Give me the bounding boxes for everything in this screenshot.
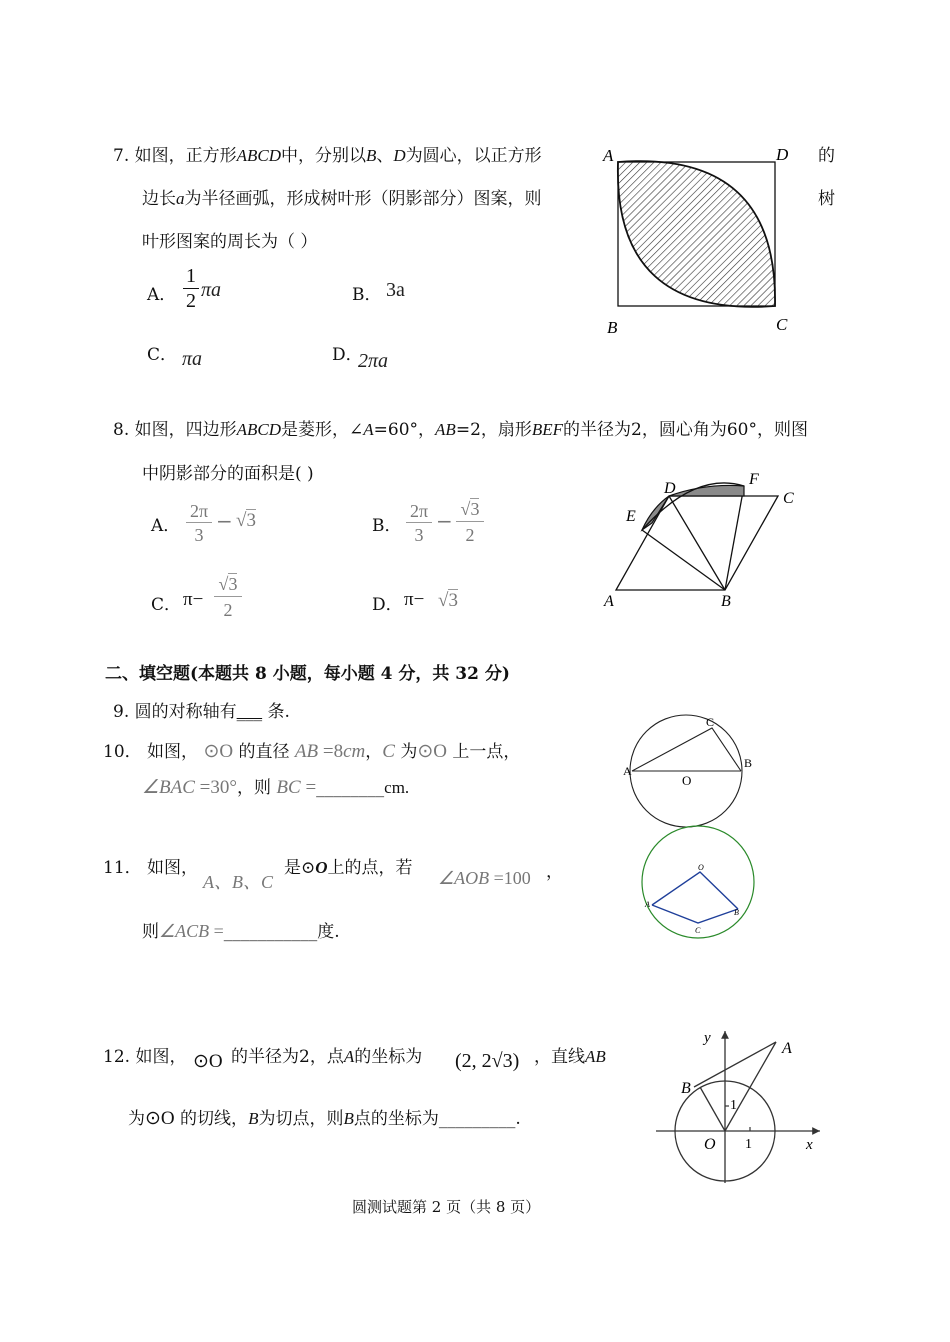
q8-text: 是菱形，∠ <box>281 420 364 440</box>
q12-label-y: y <box>704 1030 711 1046</box>
q12-ab: AB <box>585 1047 606 1066</box>
q10-line1 <box>103 737 520 763</box>
q8-label-d: D <box>664 480 676 497</box>
q8-option-a-minus: − <box>216 509 233 533</box>
q12-text: 为切点，则 <box>258 1109 344 1129</box>
q8-label-a: A <box>604 593 614 610</box>
q8-option-b-minus: − <box>436 509 453 533</box>
q10-unit: cm. <box>384 778 410 797</box>
q7-option-a-expr: πa <box>201 279 222 301</box>
q11-text: 上的点，若 <box>327 858 413 878</box>
q8-label-c: C <box>783 490 794 507</box>
q12-text: 的半径为2，点 <box>231 1047 344 1067</box>
q12-circle-o: ⊙O <box>193 1051 223 1072</box>
q8-option-b-numerator: 2π <box>406 500 432 523</box>
q11-text: 如图， <box>147 858 199 878</box>
q8-diagonal-bd <box>669 496 725 590</box>
q12-radius-ob <box>700 1087 725 1131</box>
q10-figure <box>618 713 758 828</box>
q11-o: O <box>315 858 328 877</box>
q11-label-a: A <box>645 900 650 909</box>
q8-option-a-root <box>236 510 256 532</box>
q7-option-a-denominator: 2 <box>186 290 196 312</box>
q8-figure <box>600 466 810 614</box>
q11-line1b <box>284 853 413 878</box>
q10-c: C <box>382 741 395 762</box>
q10-blank: ________ <box>316 778 385 798</box>
q12-a: A <box>343 1047 355 1066</box>
q10-angle: ∠BAC <box>142 777 195 798</box>
sqrt-icon: √ <box>236 510 247 531</box>
q10-cm: cm <box>343 741 366 762</box>
q7-line3: 叶形图案的周长为（ ） <box>142 232 318 252</box>
q8-text: 的半径为2，圆心角为60°，则图 <box>563 420 808 440</box>
q8-option-c-pi: π− <box>183 589 204 610</box>
q11-label-o: O <box>698 863 704 872</box>
q8-option-b-radicand: 3 <box>470 499 480 519</box>
q10-triangle <box>632 728 741 771</box>
q10-text: ，则 <box>237 778 277 798</box>
q10-text: 如图， <box>147 742 199 762</box>
q8-option-b-root-numerator <box>456 497 484 522</box>
q9-text: 条. <box>262 702 290 722</box>
q12-coord: (2, 2√3) <box>455 1050 520 1072</box>
q10-circle-o: ⊙O <box>203 741 234 762</box>
q10-circle-o: ⊙O <box>417 741 448 762</box>
q10-label-c: C <box>706 715 715 729</box>
q10-line2 <box>142 773 409 799</box>
q8-label-b: B <box>721 593 731 610</box>
q7-label-c: C <box>776 315 788 334</box>
q10-text: ， <box>365 742 383 762</box>
q8-label-f: F <box>749 471 759 488</box>
q10-text: 为 <box>394 742 418 762</box>
q8-option-c-label: C． <box>151 595 182 615</box>
q7-text: 如图，正方形 <box>134 146 237 166</box>
q12-text: 如图， <box>135 1047 187 1067</box>
q7-option-b-expr: 3a <box>386 279 405 301</box>
q10-eq: =30° <box>194 777 237 798</box>
q11-points: A、B、C <box>203 872 273 892</box>
q11-condition <box>438 868 531 889</box>
q8-option-d-root <box>438 590 458 612</box>
q8-option-c-root-fraction <box>214 572 242 623</box>
q8-abcd: ABCD <box>236 420 282 439</box>
q7-label-d: D <box>776 145 789 164</box>
q11-eq: = <box>209 921 224 941</box>
q8-option-d-pi: π− <box>404 589 425 610</box>
q12-label-o: O <box>704 1136 716 1153</box>
q8-option-c-root-denominator: 2 <box>223 600 233 620</box>
q12-label-one-y: 1 <box>730 1098 737 1113</box>
q11-line1 <box>103 853 198 878</box>
q12-figure <box>652 1025 832 1190</box>
sqrt-icon: √ <box>438 590 449 611</box>
q12-label-b: B <box>681 1080 691 1097</box>
q8-option-a-fraction <box>186 500 212 547</box>
q8-option-a-radicand: 3 <box>246 510 256 531</box>
q7-option-a-label: A． <box>147 285 177 305</box>
q12-label-x: x <box>806 1137 813 1153</box>
q10-text: 的直径 <box>233 742 295 762</box>
q8-option-b-denominator: 3 <box>414 525 424 545</box>
q7-option-a-fraction <box>183 264 199 313</box>
q7-option-c-label: C． <box>147 345 178 365</box>
section-title: 二、填空题(本题共 8 小题，每小题 4 分，共 32 分) <box>105 664 510 684</box>
q7-line1-tail: 的 <box>818 146 835 166</box>
sqrt-icon: √ <box>460 499 471 519</box>
q8-text: =2，扇形 <box>455 420 532 440</box>
q7-line2 <box>142 184 542 209</box>
q7-text: 中，分别以 <box>281 146 367 166</box>
q7-text: 为圆心，以正方形 <box>405 146 542 166</box>
q11-text: 度. <box>317 922 340 942</box>
q11-circle <box>642 826 754 938</box>
q12-line2 <box>128 1104 521 1130</box>
q11-label-b: B <box>734 908 739 917</box>
q7-number: 7. <box>113 146 135 166</box>
q11-text: 是⊙ <box>284 858 316 878</box>
q8-radius-be <box>642 530 725 590</box>
page-footer: 圆测试题第 2 页（共 8 页） <box>352 1198 541 1216</box>
q7-label-a: A <box>603 146 614 165</box>
q12-label-a: A <box>782 1040 792 1057</box>
q7-text: 为半径画弧，形成树叶形（阴影部分）图案，则 <box>184 189 542 209</box>
q12-line1c <box>534 1042 606 1067</box>
q8-shaded-top <box>669 485 744 496</box>
q8-text: =60°， <box>373 420 436 440</box>
q11-angle2: ∠ACB <box>159 921 210 941</box>
q11-eq: =100 <box>489 868 531 888</box>
q12-label-one-x: 1 <box>745 1137 752 1152</box>
q11-number: 11． <box>103 858 142 878</box>
q8-option-d-label: D． <box>372 595 403 615</box>
q12-text: 为 <box>128 1109 145 1129</box>
q12-line1 <box>103 1042 186 1067</box>
q7-option-d-expr: 2πa <box>358 350 389 372</box>
q7-text: 边长 <box>142 189 176 209</box>
q10-label-a: A <box>623 764 632 778</box>
q11-comma: ， <box>546 862 563 882</box>
q12-text: . <box>515 1109 521 1129</box>
q7-d: D <box>393 146 406 165</box>
q10-ab: AB <box>294 741 319 762</box>
q7-figure <box>598 140 803 340</box>
q12-text: 的坐标为 <box>354 1047 423 1067</box>
q12-text: ，直线 <box>534 1047 585 1067</box>
q10-number: 10． <box>103 742 142 762</box>
q12-blank: _________ <box>438 1109 516 1129</box>
q11-text: 则 <box>142 922 159 942</box>
q7-abcd: ABCD <box>236 146 282 165</box>
q10-text: 上一点， <box>447 742 521 762</box>
q8-option-a-denominator: 3 <box>194 525 204 545</box>
q11-figure <box>640 820 760 945</box>
q8-option-b-label: B． <box>372 516 402 536</box>
q8-option-b-root-denominator: 2 <box>465 525 475 545</box>
q12-text: 点的坐标为 <box>353 1109 439 1129</box>
q12-line1b <box>231 1042 422 1067</box>
q8-option-a-label: A． <box>151 516 181 536</box>
q8-option-b-fraction <box>406 500 432 547</box>
q12-circle-o: ⊙O <box>145 1108 175 1129</box>
q8-option-a-numerator: 2π <box>186 500 212 523</box>
q7-line1 <box>113 141 542 166</box>
q7-option-a-numerator: 1 <box>183 264 199 289</box>
q11-label-c: C <box>695 926 701 935</box>
q7-option-d-label: D． <box>332 345 363 365</box>
q9-text: 9. 圆的对称轴有 <box>113 702 237 722</box>
q8-text: 8. 如图，四边形 <box>113 420 237 440</box>
q7-sep: 、 <box>376 146 394 166</box>
q7-option-b-label: B． <box>352 285 382 305</box>
q7-leaf-shape <box>618 161 775 307</box>
q8-line2: 中阴影部分的面积是( ) <box>142 464 314 484</box>
q12-b: B <box>248 1109 259 1128</box>
q11-radii <box>652 872 738 909</box>
q7-b: B <box>366 146 377 165</box>
q11-blank: ___________ <box>223 922 318 942</box>
q7-label-b: B <box>607 318 618 337</box>
q10-label-o: O <box>682 773 692 788</box>
q11-angle: ∠AOB <box>438 868 490 888</box>
q8-a: A <box>363 420 374 439</box>
q12-b: B <box>343 1109 354 1128</box>
q10-bc: BC <box>276 777 301 798</box>
q11-chords <box>652 905 738 923</box>
q10-eq: =8 <box>318 741 344 762</box>
q7-option-c-expr: πa <box>182 348 203 370</box>
q9-blank: ___ <box>236 702 263 722</box>
q8-line1 <box>113 415 808 440</box>
q8-bef: BEF <box>531 420 564 439</box>
sqrt-icon: √ <box>218 574 229 594</box>
q8-ab: AB <box>435 420 456 439</box>
q8-option-c-radicand: 3 <box>228 574 238 594</box>
q12-text: 的切线， <box>174 1109 249 1129</box>
q12-number: 12. <box>103 1047 136 1067</box>
q8-label-e: E <box>626 508 636 525</box>
q10-eq: = <box>300 777 317 798</box>
q11-line2 <box>142 917 340 942</box>
q7-line2-tail: 树 <box>818 189 835 209</box>
q9-line <box>113 697 290 722</box>
q8-option-c-root-numerator <box>214 572 242 597</box>
q8-option-d-radicand: 3 <box>448 590 458 611</box>
q10-label-b: B <box>744 756 753 770</box>
q7-var-a: a <box>176 189 185 208</box>
q8-option-b-root-fraction <box>456 497 484 548</box>
